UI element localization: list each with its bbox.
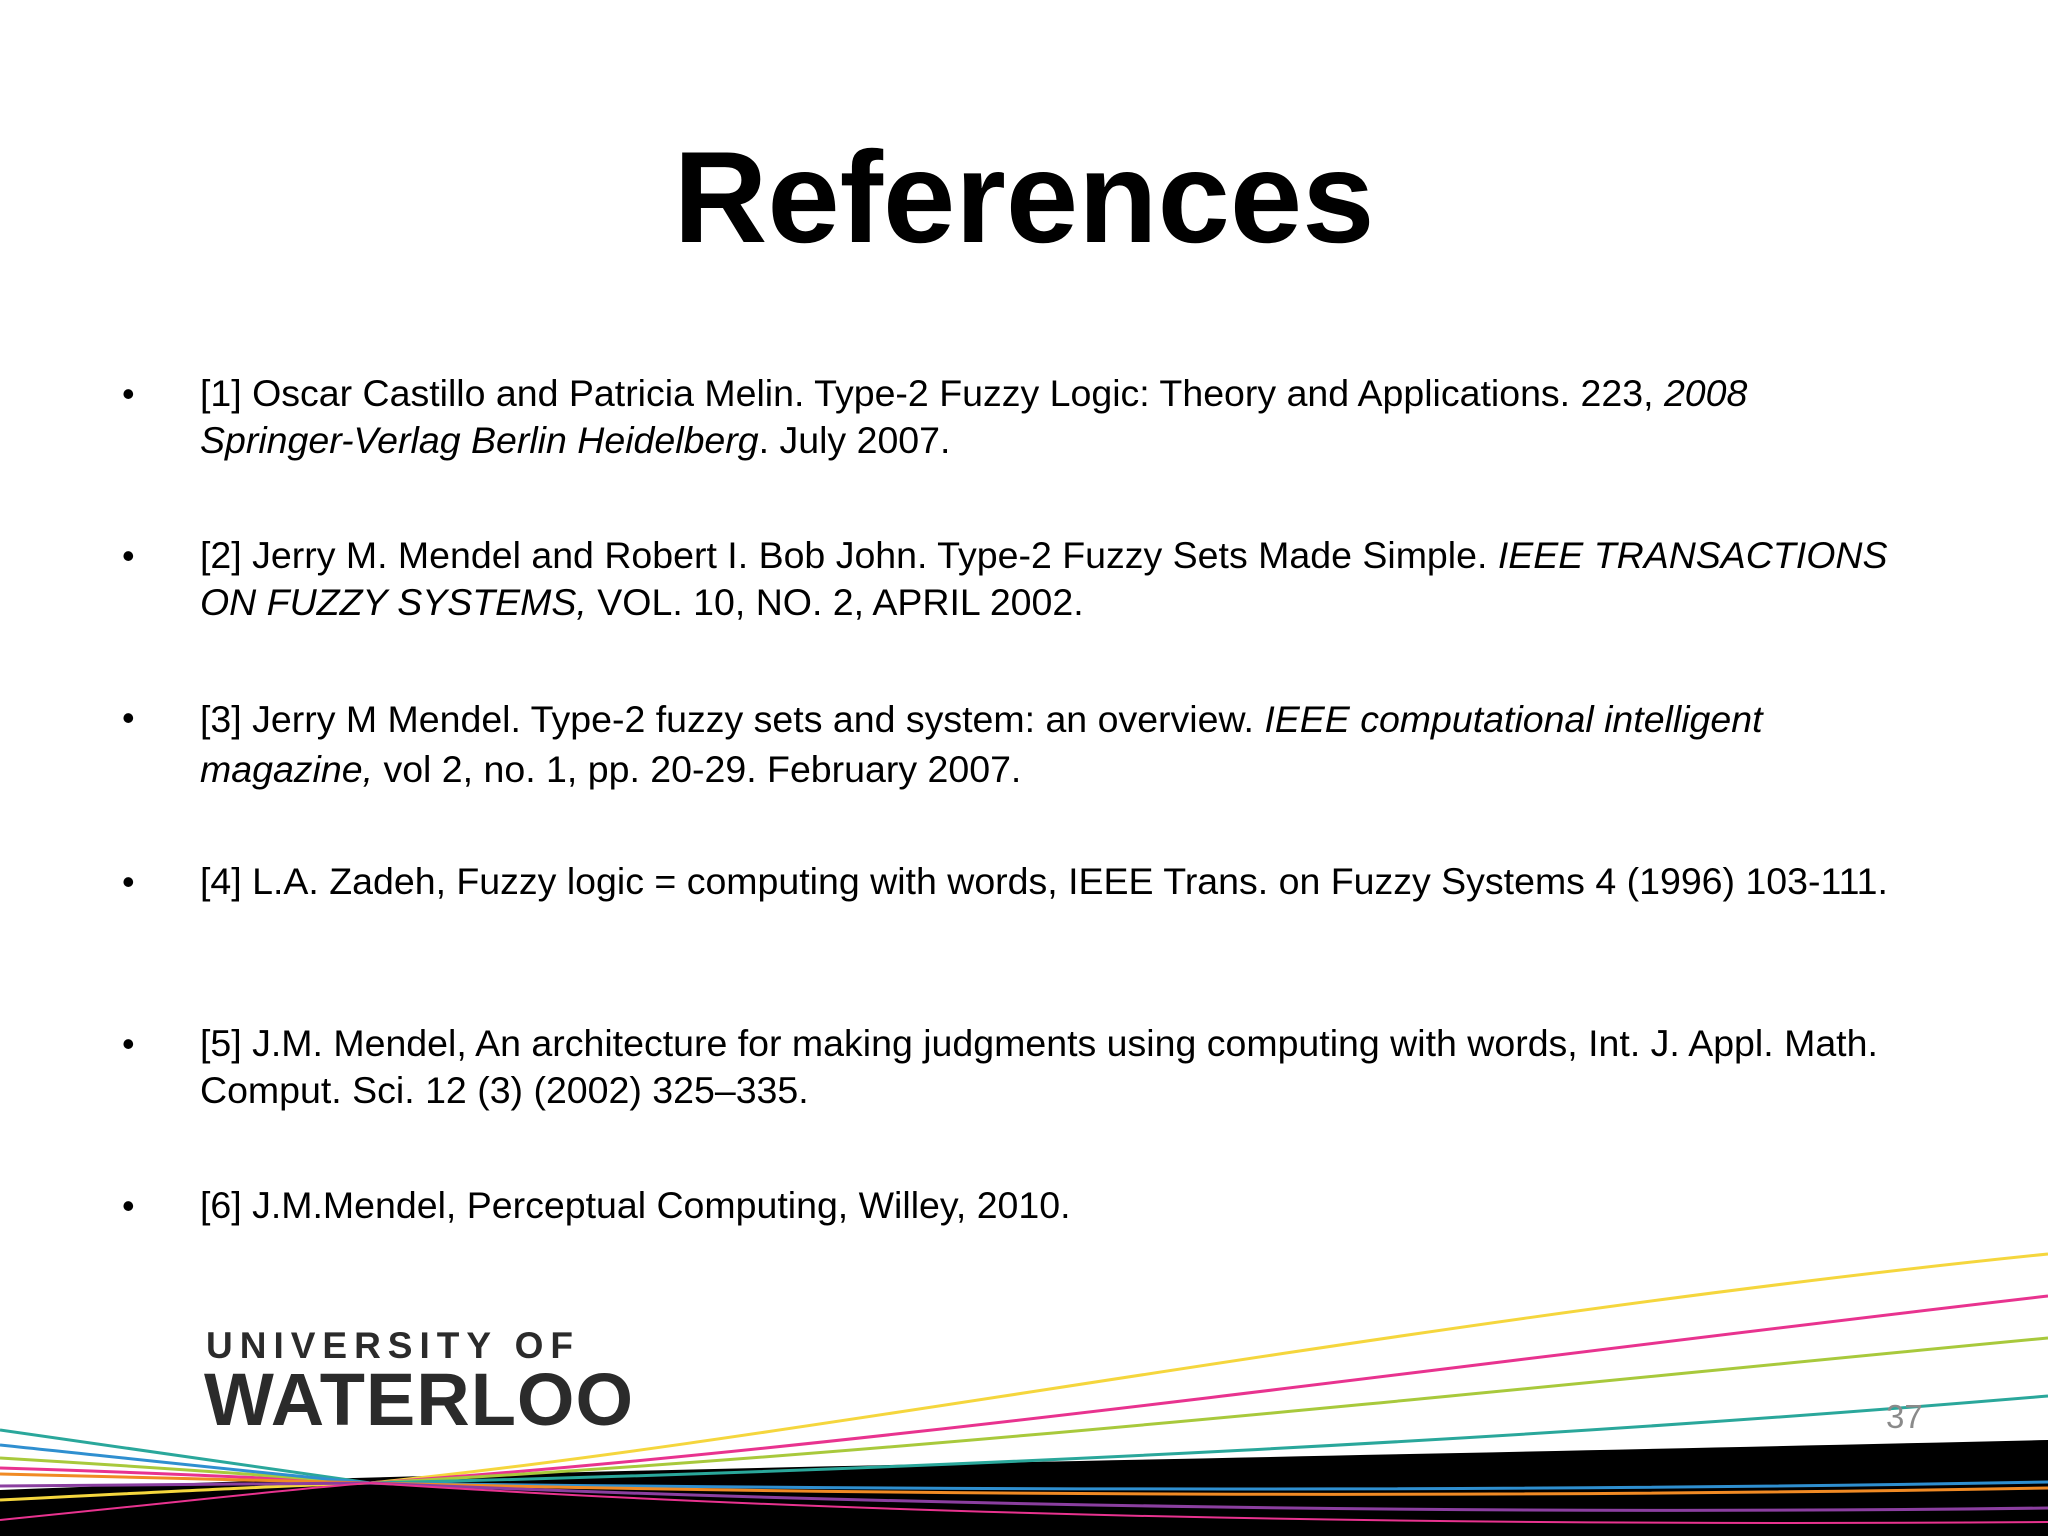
logo-line-waterloo: WATERLOO	[204, 1358, 635, 1441]
reference-text-part: [3] Jerry M Mendel. Type-2 fuzzy sets and system: an overview.	[200, 698, 1265, 740]
reference-text	[200, 1182, 1900, 1229]
reference-source-italic: 2008 Springer-Verlag Berlin Heidelberg	[200, 372, 1748, 461]
page-title: References	[673, 124, 1375, 270]
reference-text	[200, 694, 1900, 794]
reference-text-part: VOL. 10, NO. 2, APRIL 2002.	[586, 581, 1084, 623]
logo-line-university-of: UNIVERSITY OF	[206, 1325, 581, 1366]
reference-source-italic: IEEE TRANSACTIONS ON FUZZY SYSTEMS,	[200, 534, 1888, 623]
university-logo	[204, 1325, 646, 1441]
reference-text-part: vol 2, no. 1, pp. 20-29. February 2007.	[373, 748, 1022, 790]
page-number: 37	[1886, 1398, 1923, 1435]
reference-text	[200, 532, 1900, 626]
bullet: •	[122, 861, 135, 902]
reference-text	[200, 858, 1900, 905]
reference-text-part: [1] Oscar Castillo and Patricia Melin. Type-2 Fuzzy Logic: Theory and Applications. 223,	[200, 372, 1664, 414]
bullet: •	[122, 1023, 135, 1064]
reference-text-part: [5] J.M. Mendel, An architecture for making judgments using computing with words, Int. J. Appl. Math. Comput. Sci. 12 (3) (2002) 325–335.	[200, 1022, 1878, 1111]
reference-text	[200, 370, 1900, 464]
reference-text-part: [2] Jerry M. Mendel and Robert I. Bob John. Type-2 Fuzzy Sets Made Simple.	[200, 534, 1498, 576]
bullet: •	[122, 373, 135, 414]
reference-text-part: [4] L.A. Zadeh, Fuzzy logic = computing with words, IEEE Trans. on Fuzzy Systems 4 (1996) 103-111.	[200, 860, 1888, 902]
reference-text-part: [6] J.M.Mendel, Perceptual Computing, Willey, 2010.	[200, 1184, 1071, 1226]
bullet: •	[122, 1185, 135, 1226]
bullet: •	[122, 697, 135, 738]
reference-text	[200, 1020, 1900, 1114]
reference-text-part: . July 2007.	[758, 419, 951, 461]
reference-source-italic: IEEE computational intelligent magazine,	[200, 698, 1763, 790]
bullet: •	[122, 535, 135, 576]
